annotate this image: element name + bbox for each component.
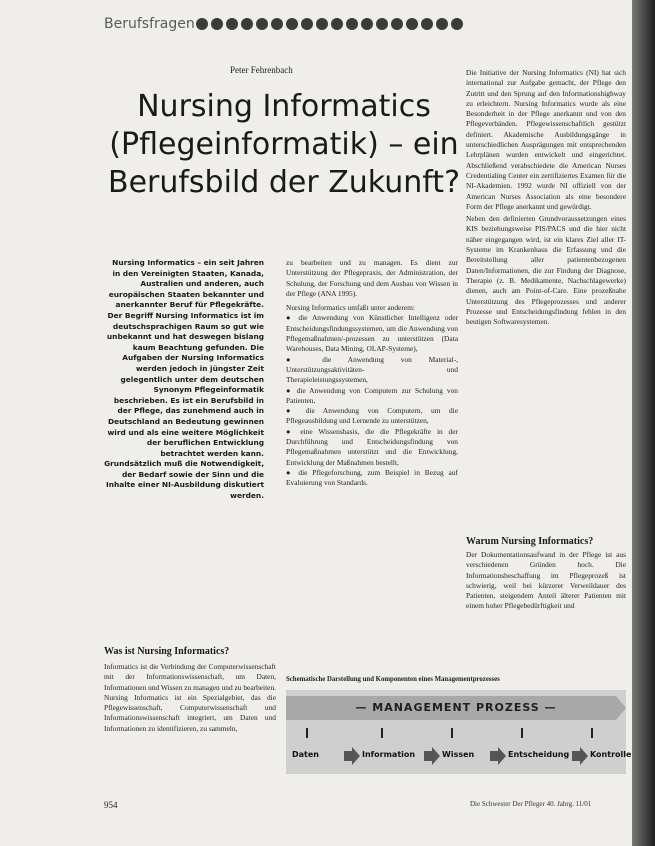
process-step-entscheidung: Entscheidung	[508, 750, 570, 759]
management-process-diagram	[286, 690, 632, 774]
header-dot	[331, 18, 343, 30]
author: Peter Fehrenbach	[230, 65, 293, 75]
section-label: Berufsfragen	[104, 16, 195, 32]
bullet-item: ● die Anwendung von Material-, Unterstützungsaktivitäten- und Therapieleistungssystemen,	[286, 354, 458, 385]
title-line-2: (Pflegeinformatik) – ein	[109, 127, 459, 162]
header-dot	[391, 18, 403, 30]
col2-intro: zu bearbeiten und zu managen. Es dient zur Unterstützung der Pflegepraxis, der Administration, der Schulung, der Forschung und dem Ausbau von Wissen in der Pflege (ANA 1995).	[286, 258, 458, 298]
arrow-right-icon	[490, 747, 506, 765]
header-dot	[286, 18, 298, 30]
title-line-3: Berufsbild der Zukunft?	[107, 165, 460, 200]
subhead-what-is: Was ist Nursing Informatics?	[104, 646, 230, 657]
diagram-caption: Schematische Darstellung und Komponenten eines Managementprozesses	[286, 676, 500, 683]
col2-bullet-list	[286, 313, 458, 488]
subhead-what-is-text: Informatics ist die Verbindung der Computerwissenschaft mit der Informationswissenschaft, um Daten, Informationen und Wissen zu managen und zu bearbeiten. Nursing Informatics ist ein Spezialgebiet, das die Pflegewissenschaft, Computerwissenschaft und Informationswissenschaft integriert, um Daten und Informationen zu identifizieren, zu sammeln,	[104, 662, 276, 733]
header-dot	[451, 18, 463, 30]
journal-info: Die Schwester Der Pfleger 40. Jahrg. 11/01	[470, 800, 592, 808]
process-step-information: Information	[362, 750, 416, 759]
tick	[306, 728, 308, 738]
tick	[521, 728, 523, 738]
bullet-item: ● die Anwendung von Computern, um die Pflegeausbildung und Lernende zu unterstützen,	[286, 406, 458, 426]
header-dot	[256, 18, 268, 30]
tick	[381, 728, 383, 738]
process-step-wissen: Wissen	[442, 750, 475, 759]
column-three	[466, 68, 626, 327]
header-dot	[406, 18, 418, 30]
header-dot	[316, 18, 328, 30]
subhead-why-text: Der Dokumentationsaufwand in der Pflege ist aus verschiedenen Gründen hoch. Die Informationsbeschaffung im Pflegeprozeß ist schwierig, weil bei kürzerer Verweildauer des Patienten, steigendem Anteil älterer Patienten mit einem hoher Pflegebedürftigkeit und	[466, 550, 626, 611]
arrow-right-icon	[344, 747, 360, 765]
lead-paragraph: Nursing Informatics – ein seit Jahren in den Vereinigten Staaten, Kanada, Australien und anderen, auch europäischen Staaten bekannter und anerkannter Beruf für Pflegekräfte. Der Begriff Nursing Informatics ist im deutschsprachigen Raum so gut wie unbekannt und hat deswegen bislang kaum Beachtung gefunden. Die Aufgaben der Nursing Informatics werden jedoch in jüngster Zeit gelegentlich unter dem deutschen Synonym Pflegeinformatik beschrieben. Es ist ein Berufsbild in der Pflege, das zunehmend auch in Deutschland an Bedeutung gewinnen wird und als eine weitere Möglichkeit der beruflichen Entwicklung betrachtet werden kann. Grundsätzlich muß die Notwendigkeit, der Bedarf sowie der Sinn und die Inhalte einer NI-Ausbildung diskutiert werden.	[104, 258, 264, 501]
tick	[451, 728, 453, 738]
header-dot	[346, 18, 358, 30]
header-dot	[241, 18, 253, 30]
col2-list-intro: Nursing Informatics umfaßt unter anderem:	[286, 303, 415, 313]
header-dot	[361, 18, 373, 30]
bullet-item: ● die Anwendung von Computern zur Schulung von Patienten,	[286, 385, 458, 405]
banner-label: — MANAGEMENT PROZESS —	[355, 701, 557, 714]
process-step-daten: Daten	[292, 750, 319, 759]
header-dot	[196, 18, 208, 30]
binding-shadow	[632, 0, 655, 846]
bullet-item: ● eine Wissensbasis, die die Pflegekräfte in der Durchführung und Entscheidungsfindung von Pflegemaßnahmen unterstützt und die Entwicklung, Entwicklung der Maßnahmen bestellt,	[286, 426, 458, 467]
arrow-right-icon	[572, 747, 588, 765]
header-dot	[271, 18, 283, 30]
management-process-banner	[286, 696, 626, 720]
header-dots	[196, 18, 463, 30]
bullet-item: ● die Anwendung von Künstlicher Intelligenz oder Entscheidungsfindungssystemen, um die Anwendung von Pflegemaßnahmen/-prozessen zu unterstützen (Data Warehouses, Data Mining, OLAP-Systeme),	[286, 313, 458, 354]
page-number: 954	[104, 800, 118, 810]
subhead-why: Warum Nursing Informatics?	[466, 536, 594, 547]
header-dot	[421, 18, 433, 30]
process-step-kontrolle: Kontrolle	[590, 750, 632, 759]
tick	[591, 728, 593, 738]
header-dot	[301, 18, 313, 30]
header-dot	[211, 18, 223, 30]
header-dot	[376, 18, 388, 30]
col3-text: Die Initiative der Nursing Informatics (NI) hat sich international zur Aufgabe gemacht, der Pflege den Zutritt und den Sprung auf den Informationshighway zu erleichtern. Nursing Informatics wurde als eine Besonderheit in der Pflege anerkannt und von den Pflegeverbänden. Pflegewissenschaftlich gestützt definiert. Akademische Ausbildungsgänge in unterschiedlichen Ausprägungen mit entsprechenden Lehrplänen wurden entwickelt und eingerichtet. Abschließend verabschiedete die American Nurses Credentialing Center ein zertifiziertes Examen für die NI-Akademien. 1992 wurde NI offiziell von der American Nurses Association als eine besondere Form der Pflege anerkannt und gewürdigt.	[466, 68, 626, 211]
column-two	[286, 258, 458, 489]
title-line-1: Nursing Informatics	[137, 89, 431, 124]
process-flow	[292, 747, 632, 765]
header-dot	[436, 18, 448, 30]
col3-text-2: Neben den definierten Grundvoraussetzungen eines KIS beziehungsweise PIS/PACS und die hier nicht näher eingegangen wird, ist ein klares Ziel aller IT-Systeme im Krankenhaus die Erfassung und die Bereitstellung aller patientenbezogenen Daten/Informationen, die zur Findung der Diagnose, Therapie (z. B. Medikamente, Nachschlagewerke) dienen, auch am Point-of-Care. Eine prozeßnahe Unterstützung des Pflegeprozesses und anderer Prozesse und Entscheidungsfindung fehlen in den heutigen Softwaresystemen.	[466, 214, 626, 327]
article-title	[104, 88, 464, 202]
header-dot	[226, 18, 238, 30]
bullet-item: ● die Pflegeforschung, zum Beispiel in Bezug auf Evaluierung von Standards.	[286, 467, 458, 488]
arrow-right-icon	[424, 747, 440, 765]
